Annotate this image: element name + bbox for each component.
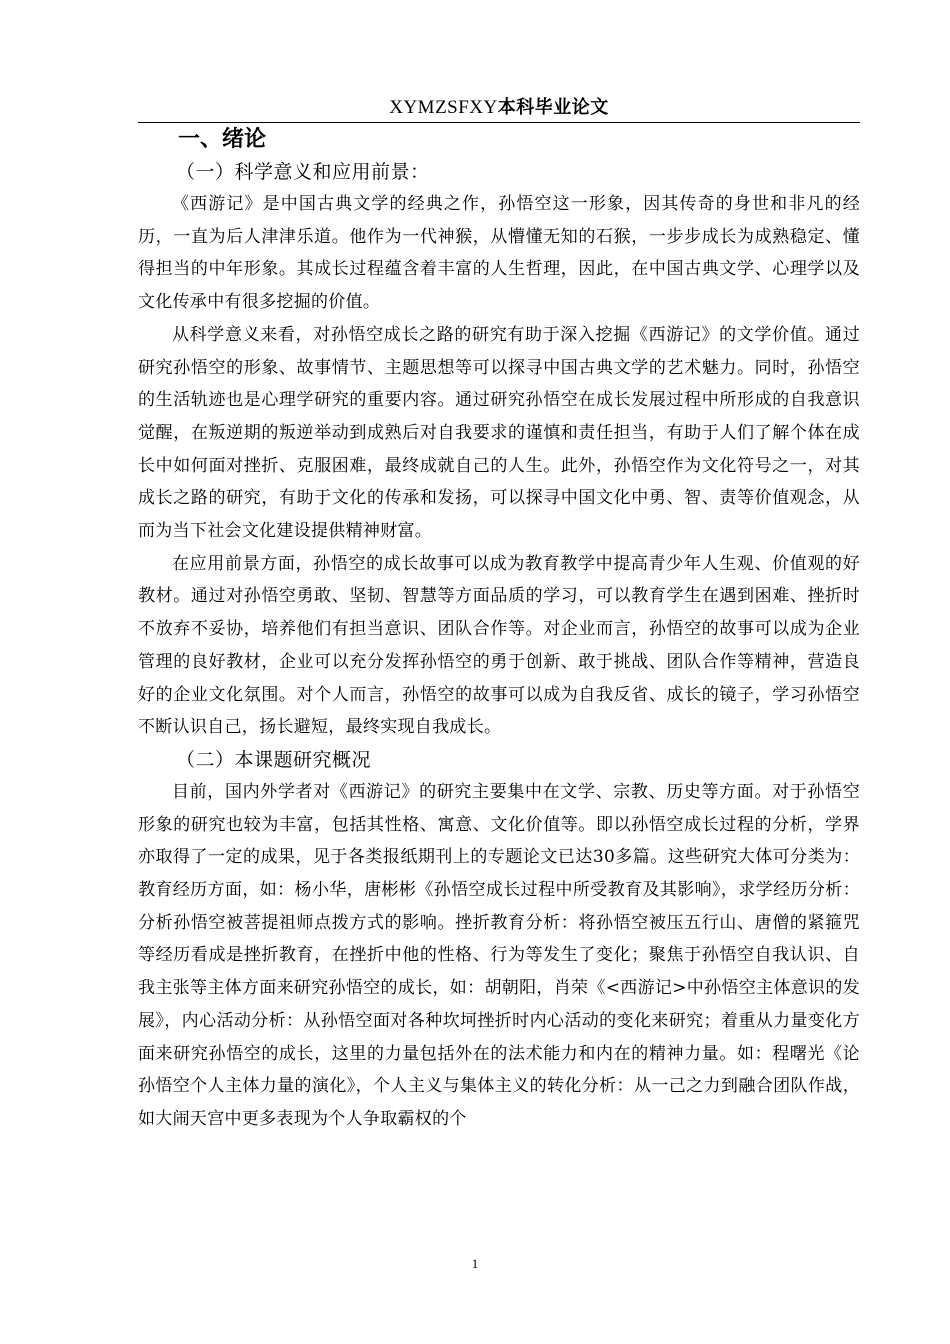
section-title: 一、绪论 <box>178 127 267 152</box>
paragraph: 目前，国内外学者对《西游记》的研究主要集中在文学、宗教、历史等方面。对于孙悟空形象的研究也较为丰富，包括其性格、寓意、文化价值等。即以孙悟空成长过程的分析，学界亦取得了一定的成果，见于各类报纸期刊上的专题论文已达30多篇。这些研究大体可分类为：教育经历方面，如：杨小华，唐彬彬《孙悟空成长过程中所受教育及其影响》，求学经历分析：分析孙悟空被菩提祖师点拨方式的影响。挫折教育分析：将孙悟空被压五行山、唐僧的紧箍咒等经历看成是挫折教育，在挫折中他的性格、行为等发生了变化；聚焦于孙悟空自我认识、自我主张等主体方面来研究孙悟空的成长，如：胡朝阳，肖荣《<西游记>中孙悟空主体意识的发展》，内心活动分析：从孙悟空面对各种坎坷挫折时内心活动的变化来研究；着重从力量变化方面来研究孙悟空的成长，这里的力量包括外在的法术能力和内在的精神力量。如：程曙光《论孙悟空个人主体力量的演化》，个人主义与集体主义的转化分析：从一己之力到融合团队作战，如大闹天宫中更多表现为个人争取霸权的个 <box>138 781 860 1129</box>
header-title: 本科毕业论文 <box>497 97 609 118</box>
page-content <box>138 124 860 1136</box>
header-code: XYMZSFXY <box>389 97 498 118</box>
page-header <box>138 94 860 123</box>
subsection-title-overview: （二）本课题研究概况 <box>176 748 372 771</box>
subsection-title-significance: （一）科学意义和应用前景： <box>176 161 430 183</box>
paragraph: 《西游记》是中国古典文学的经典之作，孙悟空这一形象，因其传奇的身世和非凡的经历，一直为后人津津乐道。他作为一代神猴，从懵懂无知的石猴，一步步成长为成熟稳定、懂得担当的中年形象。其成长过程蕴含着丰富的人生哲理，因此，在中国古典文学、心理学以及文化传承中有很多挖掘的价值。 <box>138 194 860 313</box>
page-number: 1 <box>471 1256 479 1271</box>
paragraph: 从科学意义来看，对孙悟空成长之路的研究有助于深入挖掘《西游记》的文学价值。通过研究孙悟空的形象、故事情节、主题思想等可以探寻中国古典文学的艺术魅力。同时，孙悟空的生活轨迹也是心理学研究的重要内容。通过研究孙悟空在成长发展过程中所形成的自我意识觉醒，在叛逆期的叛逆举动到成熟后对自我要求的谨慎和责任担当，有助于人们了解个体在成长中如何面对挫折、克服困难，最终成就自己的人生。此外，孙悟空作为文化符号之一，对其成长之路的研究，有助于文化的传承和发扬，可以探寻中国文化中勇、智、责等价值观念，从而为当下社会文化建设提供精神财富。 <box>138 324 860 542</box>
paragraph: 在应用前景方面，孙悟空的成长故事可以成为教育教学中提高青少年人生观、价值观的好教材。通过对孙悟空勇敢、坚韧、智慧等方面品质的学习，可以教育学生在遇到困难、挫折时不放弃不妥协，培养他们有担当意识、团队合作等。对企业而言，孙悟空的故事可以成为企业管理的良好教材，企业可以充分发挥孙悟空的勇于创新、敢于挑战、团队合作等精神，营造良好的企业文化氛围。对个人而言，孙悟空的故事可以成为自我反省、成长的镜子，学习孙悟空不断认识自己，扬长避短，最终实现自我成长。 <box>138 553 860 738</box>
